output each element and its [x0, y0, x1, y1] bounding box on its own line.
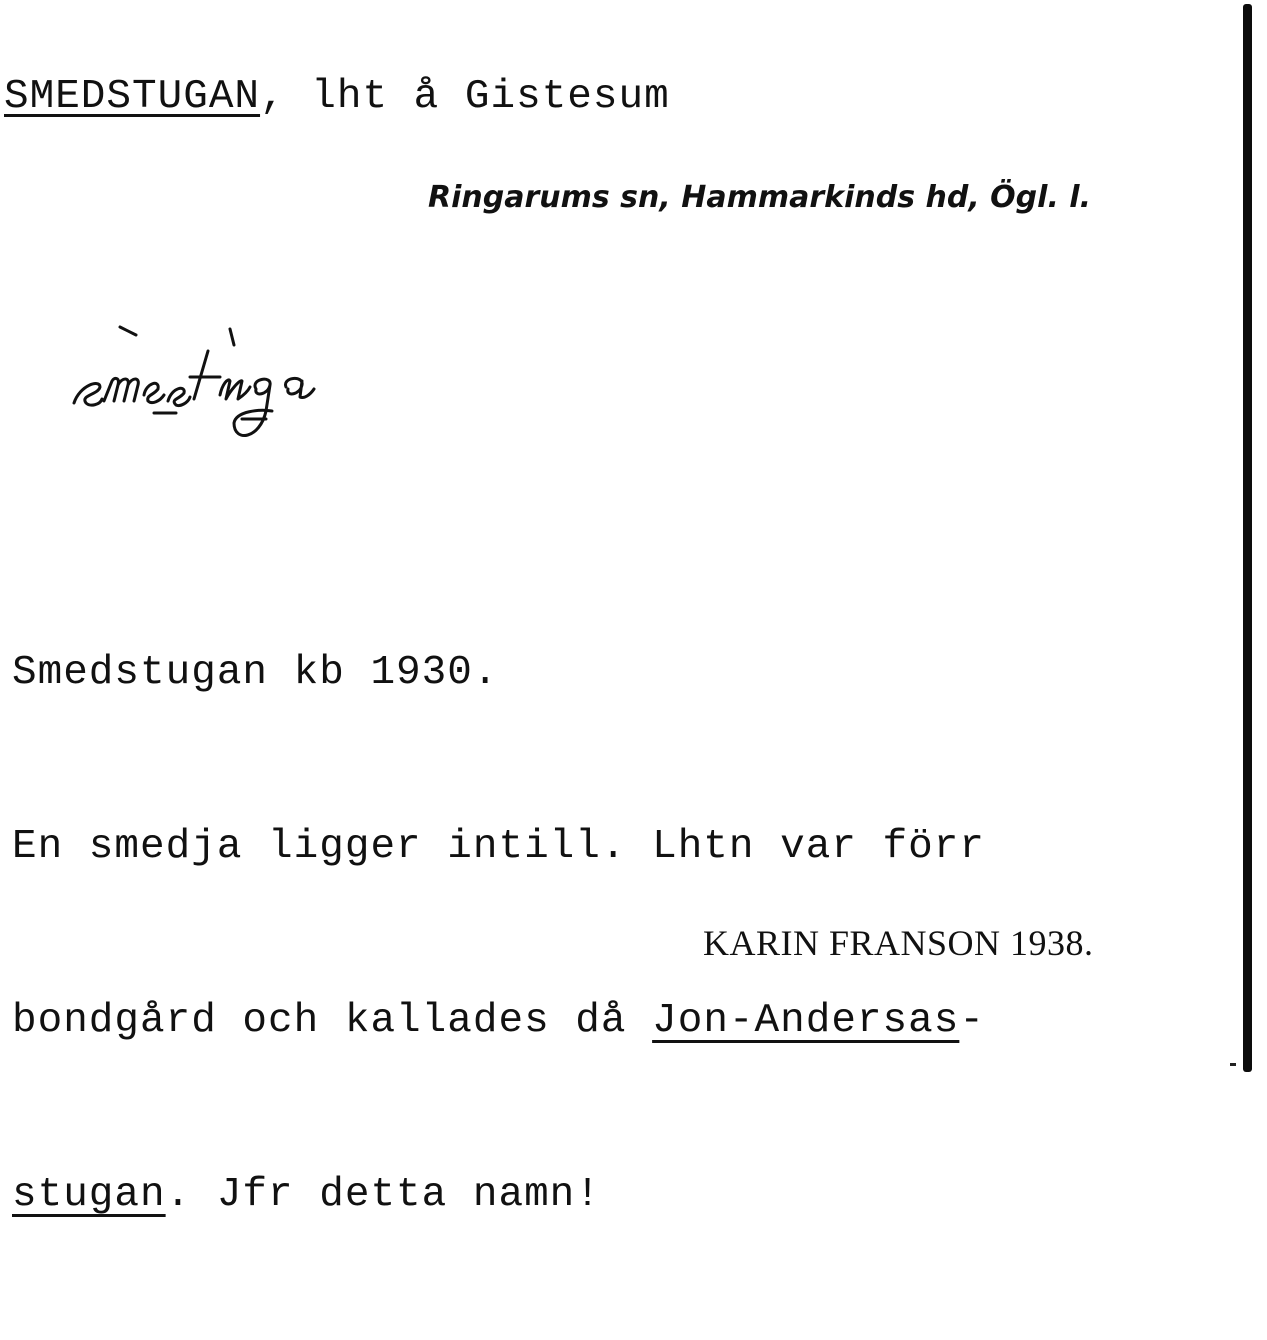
signature: KARIN FRANSON 1938.: [703, 923, 1094, 963]
underlined-name-part-1: Jon-Andersas: [652, 998, 960, 1044]
body-line-3-start: bondgård och kallades då: [12, 998, 653, 1044]
card-edge-line: [1243, 4, 1252, 1072]
body-line-4: [12, 1166, 985, 1224]
headword-line: [4, 74, 670, 120]
headword-rest: , lht å Gistesum: [260, 74, 670, 120]
card-edge-mark: [1230, 1063, 1236, 1066]
hyphen: -: [959, 998, 985, 1044]
headword: SMEDSTUGAN: [4, 74, 261, 120]
body-line-3: [12, 992, 985, 1050]
location-stamp: Ringarums sn, Hammarkinds hd, Ögl. l.: [428, 180, 1091, 215]
underlined-name-part-2: stugan: [12, 1172, 166, 1218]
body-line-1: Smedstugan kb 1930.: [12, 650, 499, 696]
handwritten-pronunciation: [60, 315, 420, 465]
body-line-4-end: . Jfr detta namn!: [165, 1172, 601, 1218]
body-line-2: En smedja ligger intill. Lhtn var förr: [12, 824, 985, 870]
